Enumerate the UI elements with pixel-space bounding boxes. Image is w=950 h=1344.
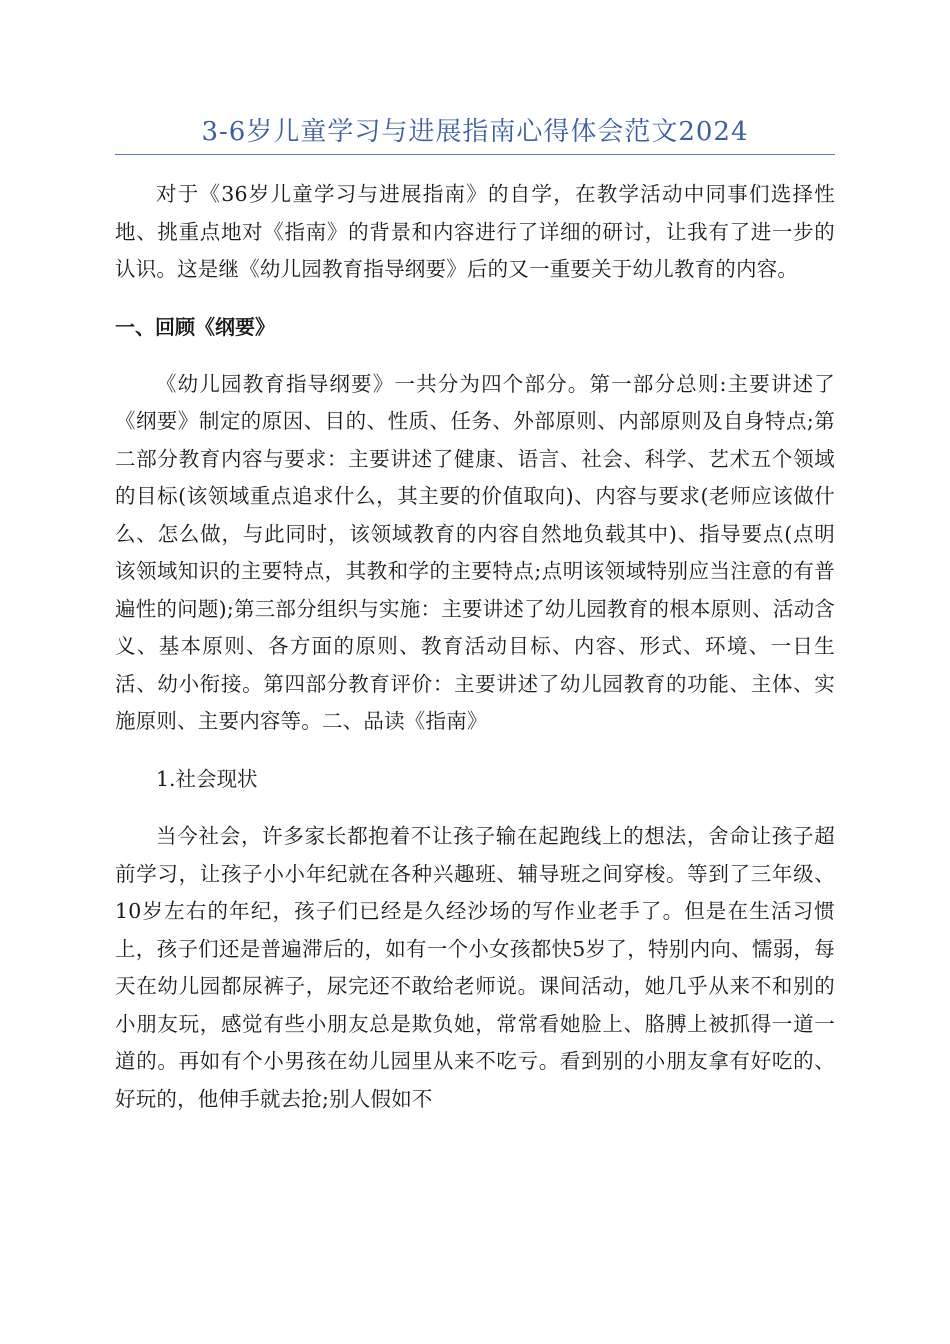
intro-paragraph: 对于《36岁儿童学习与进展指南》的自学，在教学活动中同事们选择性地、挑重点地对《指南》的背景和内容进行了详细的研讨，让我有了进一步的认识。这是继《幼儿园教育指导纲要》后的又一重要关于幼儿教育的内容。 — [115, 182, 835, 281]
section-paragraph-outline: 《幼儿园教育指导纲要》一共分为四个部分。第一部分总则:主要讲述了《纲要》制定的原因、目的、性质、任务、外部原则、内部原则及自身特点;第二部分教育内容与要求：主要讲述了健康、语言、社会、科学、艺术五个领域的目标(该领域重点追求什么，其主要的价值取向)、内容与要求(老师应该做什么、怎么做，与此同时，该领域教育的内容自然地负载其中)、指导要点(点明该领域知识的主要特点，其教和学的主要特点;点明该领域特别应当注意的有普遍性的问题);第三部分组织与实施：主要讲述了幼儿园教育的根本原则、活动含义、基本原则、各方面的原则、教育活动目标、内容、形式、环境、一日生活、幼小衔接。第四部分教育评价：主要讲述了幼儿园教育的功能、主体、实施原则、主要内容等。二、品读《指南》 — [115, 371, 835, 733]
section-heading-review: 一、回顾《纲要》 — [115, 314, 275, 339]
subsection-paragraph-social: 当今社会，许多家长都抱着不让孩子输在起跑线上的想法，舍命让孩子超前学习，让孩子小小年纪就在各种兴趣班、辅导班之间穿梭。等到了三年级、10岁左右的年纪，孩子们已经是久经沙场的写作业老手了。但是在生活习惯上，孩子们还是普遍滞后的，如有一个小女孩都快5岁了，特别内向、懦弱，每天在幼儿园都尿裤子，尿完还不敢给老师说。课间活动，她几乎从来不和别的小朋友玩，感觉有些小朋友总是欺负她，常常看她脸上、胳膊上被抓得一道一道的。再如有个小男孩在幼儿园里从来不吃亏。看到别的小朋友拿有好吃的、好玩的，他伸手就去抢;别人假如不 — [115, 824, 835, 1111]
subsection-heading-social: 1.社会现状 — [156, 766, 258, 791]
title-underline — [115, 154, 835, 155]
document-title: 3-6岁儿童学习与进展指南心得体会范文2024 — [201, 117, 749, 147]
document-body — [115, 176, 835, 1118]
